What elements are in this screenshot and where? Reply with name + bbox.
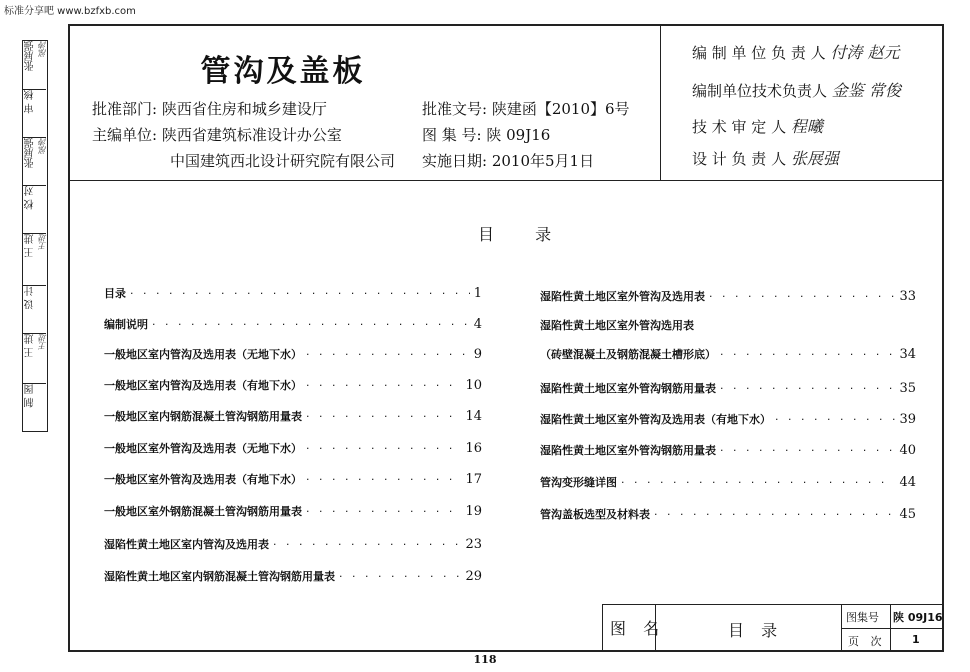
toc-entry-page: 17: [465, 472, 482, 487]
responsible-label: 编 制 单 位 负 责 人: [692, 44, 826, 62]
sign-label: 王 进: [25, 234, 36, 258]
toc-entry[interactable]: [540, 506, 916, 524]
toc-entry-title: 湿陷性黄土地区室外管沟及选用表（有地下水）: [540, 413, 771, 426]
toc-entry-title: 一般地区室外钢筋混凝土管沟钢筋用量表: [104, 505, 302, 518]
sign-cell: [23, 285, 46, 333]
approve-dept-label: 批准部门:: [92, 100, 158, 118]
toc-entry-page: 44: [899, 475, 916, 490]
toc-entry[interactable]: [104, 316, 482, 334]
toc-entry-page: 29: [465, 569, 482, 584]
signature: 程曦: [790, 117, 823, 136]
sign-cell: [23, 383, 46, 430]
doc-no: 陕建函【2010】6号: [491, 100, 630, 118]
site-watermark: 标准分享吧 www.bzfxb.com: [4, 6, 136, 17]
toc-entry-page: 45: [899, 507, 916, 522]
toc-entry[interactable]: [104, 285, 482, 303]
toc-entry-page: 14: [465, 409, 482, 424]
toc-entry-title: 管沟变形缝详图: [540, 476, 617, 489]
toc-entry-title: 湿陷性黄土地区室内管沟及选用表: [104, 538, 269, 551]
toc-entry[interactable]: [540, 288, 916, 306]
toc-entry-title: 湿陷性黄土地区室外管沟钢筋用量表: [540, 382, 716, 395]
signature-strip: [22, 40, 48, 432]
toc-entry-title: （砖壁混凝土及钢筋混凝土槽形底）: [540, 348, 716, 361]
toc-entry-title: 湿陷性黄土地区室内钢筋混凝土管沟钢筋用量表: [104, 570, 335, 583]
toc-entry-title: 湿陷性黄土地区室外管沟钢筋用量表: [540, 444, 716, 457]
atlas-no: 陕 09J16: [893, 611, 943, 624]
page-label: 页 次: [848, 635, 886, 648]
toc-title: 目 录: [478, 225, 570, 244]
toc-entry-page: 1: [473, 286, 482, 301]
editor-unit-2: 中国建筑西北设计研究院有限公司: [170, 152, 396, 170]
editor-label: 主编单位:: [92, 126, 158, 144]
effective-date: 2010年5月1日: [491, 152, 595, 170]
toc-entry[interactable]: [104, 346, 482, 364]
drawing-name: 目 录: [728, 621, 784, 640]
toc-entry[interactable]: [104, 471, 482, 489]
sign-cell: [23, 137, 46, 185]
toc-entry-page: 35: [899, 381, 916, 396]
document-info: [422, 96, 652, 176]
signature: 张展强: [790, 149, 839, 168]
sign-label: 张展强: [25, 138, 36, 168]
signature: 付涛 赵元: [830, 43, 900, 62]
editor-unit-1: 陕西省建筑标准设计办公室: [161, 126, 342, 144]
signature: 王进: [38, 234, 47, 250]
signature: 金鉴 常俊: [831, 81, 901, 100]
atlas-title: 管沟及盖板: [200, 54, 366, 89]
signature: 王进: [38, 334, 47, 350]
drawing-name-label: 图 名: [610, 619, 666, 638]
toc-entry[interactable]: [540, 442, 916, 460]
sign-label: 张展强: [25, 41, 36, 71]
sign-label: 设 计: [25, 286, 36, 310]
toc-entry-page: 40: [899, 443, 916, 458]
responsible-label: 技 术 审 定 人: [692, 118, 787, 136]
sign-label: 王 进: [25, 334, 36, 358]
toc-entry-title: 湿陷性黄土地区室外管沟及选用表: [540, 290, 705, 303]
toc-entry[interactable]: [540, 317, 916, 335]
toc-entry[interactable]: [540, 411, 916, 429]
toc-entry-page: 4: [473, 317, 482, 332]
toc-entry-title: 编制说明: [104, 318, 148, 331]
toc-entry[interactable]: [104, 568, 482, 586]
approval-info: [92, 96, 412, 176]
toc-entry-page: 23: [465, 537, 482, 552]
toc-entry-title: 一般地区室内管沟及选用表（无地下水）: [104, 348, 302, 361]
signature: 泓涛: [38, 41, 47, 57]
toc-entry-page: 9: [473, 347, 482, 362]
toc-entry[interactable]: [104, 377, 482, 395]
sign-cell: [23, 185, 46, 233]
toc-entry-title: 管沟盖板选型及材料表: [540, 508, 650, 521]
toc-entry-title: 一般地区室外管沟及选用表（无地下水）: [104, 442, 302, 455]
atlas-no-label: 图 集 号:: [422, 126, 482, 144]
toc-entry-page: 33: [899, 289, 916, 304]
sign-cell: [23, 333, 46, 383]
atlas-no: 陕 09J16: [486, 126, 551, 144]
responsible-label: 设 计 负 责 人: [692, 150, 787, 168]
toc-entry-page: 39: [899, 412, 916, 427]
toc-entry-title: 目录: [104, 287, 126, 300]
doc-no-label: 批准文号:: [422, 100, 488, 118]
header-vertical-divider: [660, 24, 661, 180]
toc-entry-page: 34: [899, 347, 916, 362]
toc-entry[interactable]: [540, 474, 916, 492]
sign-label: 制 图: [25, 384, 36, 408]
sign-label: 审 核: [25, 90, 36, 114]
responsible-persons: [692, 38, 940, 174]
toc-entry-title: 一般地区室内钢筋混凝土管沟钢筋用量表: [104, 410, 302, 423]
page-number: 118: [473, 653, 497, 666]
responsible-label: 编制单位技术负责人: [692, 82, 828, 100]
atlas-no-label: 图集号: [846, 611, 879, 624]
sign-cell: [23, 233, 46, 285]
toc-entry-page: 10: [465, 378, 482, 393]
toc-entry[interactable]: [104, 536, 482, 554]
approve-dept: 陕西省住房和城乡建设厅: [161, 100, 327, 118]
toc-entry[interactable]: [104, 408, 482, 426]
toc-entry[interactable]: [540, 380, 916, 398]
sign-cell: [23, 89, 46, 137]
page-index: 1: [912, 633, 920, 646]
header-divider: [68, 180, 944, 181]
date-label: 实施日期:: [422, 152, 488, 170]
toc-entry-title: 一般地区室内管沟及选用表（有地下水）: [104, 379, 302, 392]
sign-cell: [23, 41, 46, 89]
toc-entry[interactable]: [104, 503, 482, 521]
toc-entry-title: 一般地区室外管沟及选用表（有地下水）: [104, 473, 302, 486]
toc-entry[interactable]: [540, 346, 916, 364]
toc-entry[interactable]: [104, 440, 482, 458]
signature: 泓涛: [38, 138, 47, 154]
toc-entry-page: 19: [465, 504, 482, 519]
toc-entry-page: 16: [465, 441, 482, 456]
toc-entry-title: 湿陷性黄土地区室外管沟选用表: [540, 319, 694, 332]
sign-label: 校 对: [25, 186, 36, 210]
